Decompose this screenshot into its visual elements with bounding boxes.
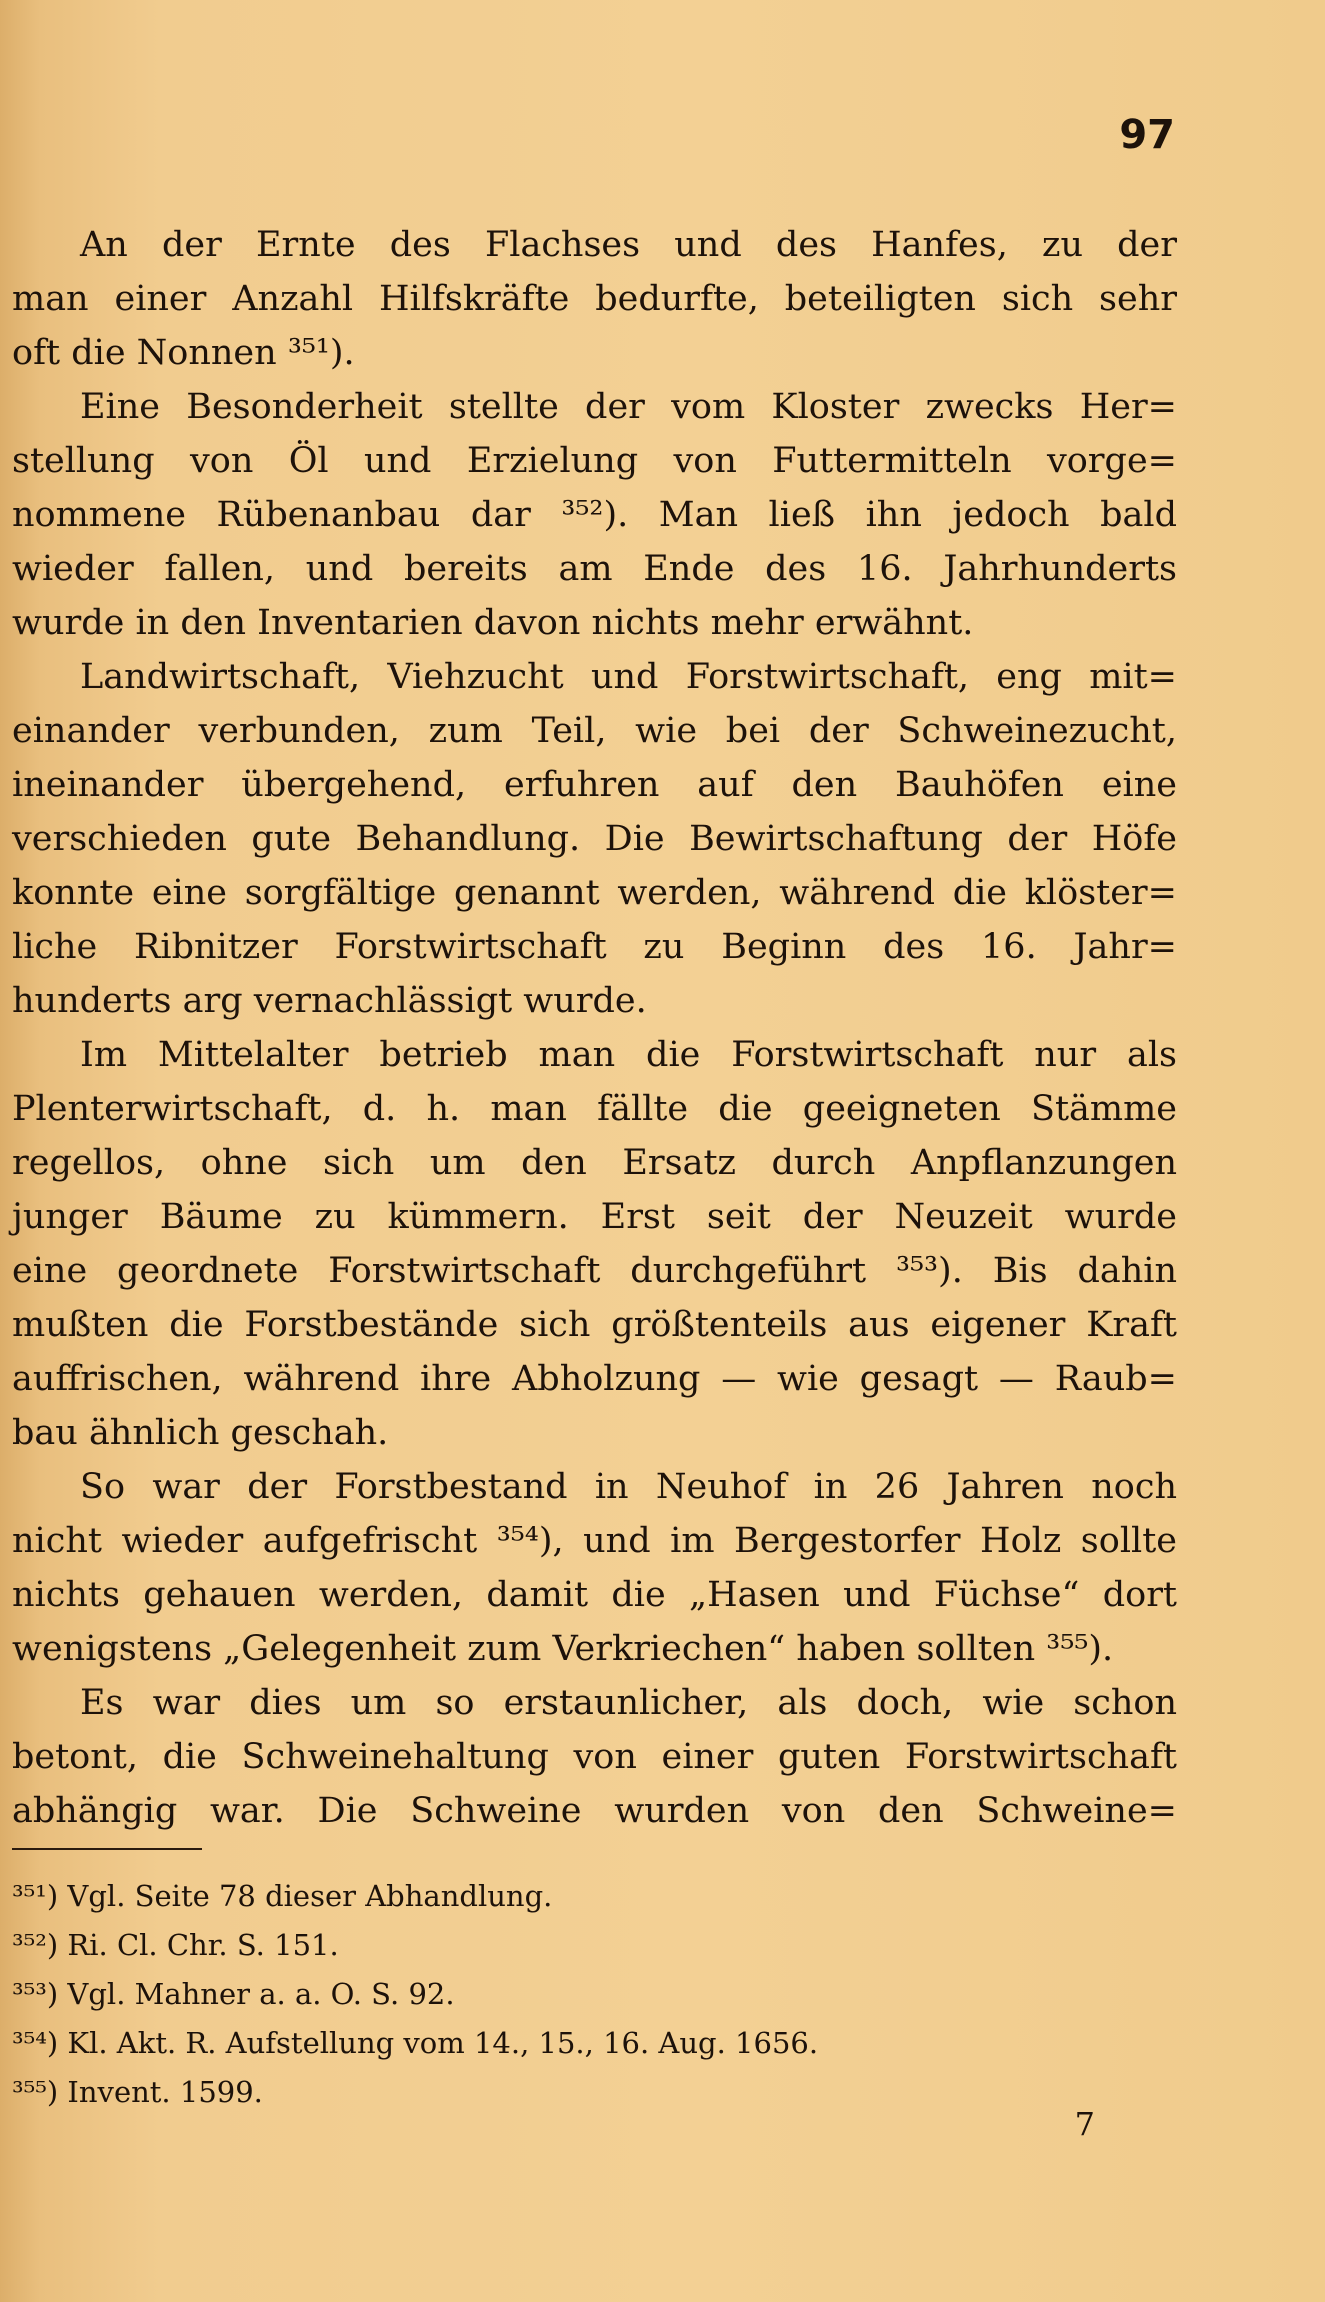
text-line: ineinander übergehend, erfuhren auf den Bauhöfen eine	[12, 765, 1177, 805]
text-line: wurde in den Inventarien davon nichts mehr erwähnt.	[12, 603, 974, 643]
footnote-mark: ³⁵³)	[12, 1977, 59, 2011]
footnote	[12, 2068, 1112, 2117]
text-line: nommene Rübenanbau dar ³⁵²). Man ließ ihn jedoch bald	[12, 495, 1177, 535]
text-line: Eine Besonderheit stellte der vom Kloster zwecks Her=	[80, 387, 1177, 427]
text-line: regellos, ohne sich um den Ersatz durch Anpflanzungen	[12, 1143, 1177, 1183]
footnotes	[12, 1872, 1112, 2117]
footnote	[12, 1921, 1112, 1970]
footnote-text: Vgl. Mahner a. a. O. S. 92.	[67, 1977, 455, 2011]
footnote-text: Kl. Akt. R. Aufstellung vom 14., 15., 16. Aug. 1656.	[67, 2026, 819, 2060]
text-line: auffrischen, während ihre Abholzung — wie gesagt — Raub=	[12, 1359, 1177, 1399]
text-line: verschieden gute Behandlung. Die Bewirtschaftung der Höfe	[12, 819, 1177, 859]
footnote	[12, 1970, 1112, 2019]
text-line: einander verbunden, zum Teil, wie bei der Schweinezucht,	[12, 711, 1177, 751]
footnote-text: Invent. 1599.	[67, 2075, 263, 2109]
text-line: mußten die Forstbestände sich größtenteils aus eigener Kraft	[12, 1305, 1177, 1345]
text-line: junger Bäume zu kümmern. Erst seit der Neuzeit wurde	[12, 1197, 1177, 1237]
text-line: So war der Forstbestand in Neuhof in 26 Jahren noch	[80, 1467, 1177, 1507]
text-line: wieder fallen, und bereits am Ende des 16. Jahrhunderts	[12, 549, 1177, 589]
text-line: konnte eine sorgfältige genannt werden, während die klöster=	[12, 873, 1177, 913]
footnote-mark: ³⁵²)	[12, 1928, 59, 1962]
text-line: oft die Nonnen ³⁵¹).	[12, 333, 355, 373]
text-line: Landwirtschaft, Viehzucht und Forstwirtschaft, eng mit=	[80, 657, 1177, 697]
footnote	[12, 1872, 1112, 1921]
text-line: Es war dies um so erstaunlicher, als doch, wie schon	[80, 1683, 1177, 1723]
footnote-mark: ³⁵¹)	[12, 1879, 59, 1913]
text-line: nicht wieder aufgefrischt ³⁵⁴), und im Bergestorfer Holz sollte	[12, 1521, 1177, 1561]
signature-mark: 7	[1074, 2105, 1095, 2143]
text-line: bau ähnlich geschah.	[12, 1413, 389, 1453]
text-line: wenigstens „Gelegenheit zum Verkriechen“ haben sollten ³⁵⁵).	[12, 1629, 1114, 1669]
footnote	[12, 2019, 1112, 2068]
text-line: nichts gehauen werden, damit die „Hasen und Füchse“ dort	[12, 1575, 1177, 1615]
text-line: hunderts arg vernachlässigt wurde.	[12, 981, 647, 1021]
footnote-mark: ³⁵⁴)	[12, 2026, 59, 2060]
footnote-mark: ³⁵⁵)	[12, 2075, 59, 2109]
text-line: man einer Anzahl Hilfskräfte bedurfte, beteiligten sich sehr	[12, 279, 1177, 319]
page-number: 97	[1119, 112, 1175, 158]
text-line: betont, die Schweinehaltung von einer guten Forstwirtschaft	[12, 1737, 1177, 1777]
text-line: An der Ernte des Flachses und des Hanfes, zu der	[80, 225, 1177, 265]
text-line: Im Mittelalter betrieb man die Forstwirtschaft nur als	[80, 1035, 1177, 1075]
text-line: abhängig war. Die Schweine wurden von den Schweine=	[12, 1791, 1177, 1831]
footnote-text: Vgl. Seite 78 dieser Abhandlung.	[67, 1879, 553, 1913]
text-line: liche Ribnitzer Forstwirtschaft zu Beginn des 16. Jahr=	[12, 927, 1177, 967]
text-line: eine geordnete Forstwirtschaft durchgeführt ³⁵³). Bis dahin	[12, 1251, 1177, 1291]
body-text	[12, 218, 1177, 1838]
footnote-separator	[12, 1848, 202, 1850]
text-line: stellung von Öl und Erzielung von Futtermitteln vorge=	[12, 441, 1177, 481]
text-line: Plenterwirtschaft, d. h. man fällte die geeigneten Stämme	[12, 1089, 1177, 1129]
footnote-text: Ri. Cl. Chr. S. 151.	[67, 1928, 339, 1962]
